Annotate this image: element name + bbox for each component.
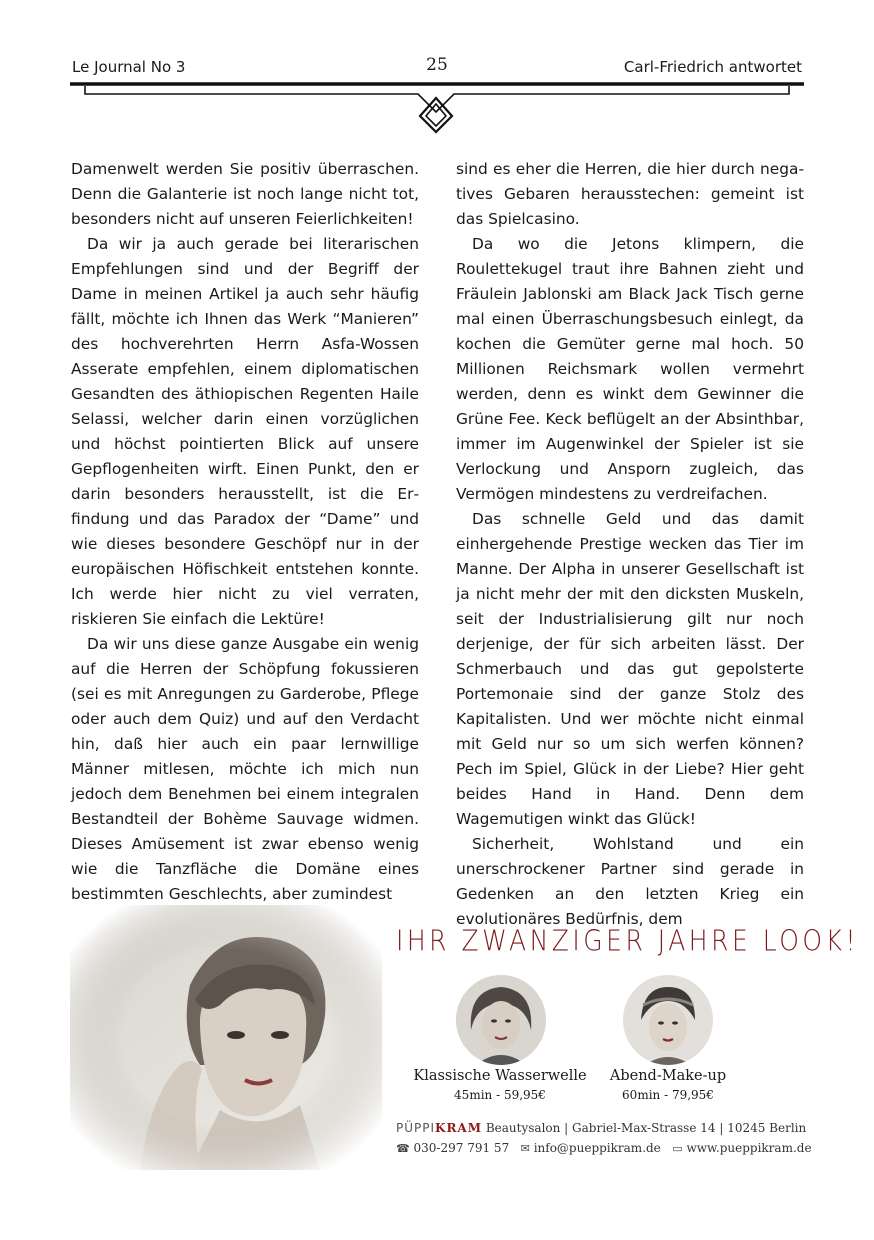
website-url: www.pueppikram.de <box>686 1141 812 1155</box>
ad-address-line <box>396 1121 806 1135</box>
paragraph: Sicherheit, Wohlstand und ein unerschrockener Partner sind gerade in Gedenken an den letzten Krieg ein evolutionäres Bedürfnis, dem <box>456 835 804 928</box>
article-column-left <box>71 157 419 907</box>
ad-headline: IHR ZWANZIGER JAHRE LOOK! <box>396 924 860 958</box>
service-photo-wasserwelle <box>456 975 546 1065</box>
ad-portrait-photo <box>70 905 382 1170</box>
article-column-right <box>456 157 804 932</box>
service-name: Abend-Make-up <box>609 1068 727 1084</box>
service-photo-makeup <box>623 975 713 1065</box>
art-deco-header-ornament <box>0 78 874 138</box>
paragraph: Da wir uns diese ganze Ausgabe ein wenig auf die Herren der Schöpfung fokussieren (sei es mit Anregungen zu Garderobe, Pflege oder auch dem Quiz) und auf den Verdacht hin, daß hier auch ein paar lernwillige Männer mitlesen, möchte ich mich nun jedoch dem Benehmen bei einem integralen Bestandteil der Bohème Sauvage widmen. Dieses Amüsement ist zwar ebenso wenig wie die Tanzfläche die Domäne eines bestimmten Geschlechts, aber zumindest <box>71 635 419 903</box>
service-name: Klassische Wasserwelle <box>413 1068 587 1084</box>
phone-icon: ☎ <box>396 1142 410 1155</box>
paragraph: sind es eher die Herren, die hier durch negatives Gebaren herausstechen: gemeint ist das Spielcasino. <box>456 160 804 228</box>
paragraph: Da wir ja auch gerade bei literarischen Empfehlungen sind und der Begriff der Dame in meinen Artikel ja auch sehr häufig fällt, möchte ich Ihnen das Werk “Manieren” des hochverehrten Herrn Asfa-Wossen Asserate empfehlen, einem diplomatischen Gesandten des äthiopischen Regenten Haile Selassi, welcher darin einen vorzüglichen und höchst pointierten Blick auf unsere Gepflogenheiten wirft. Einen Punkt, den er darin besonders herausstellt, ist die Erfindung und das Paradox der “Dame” und wie dieses besondere Geschöpf nur in der europäischen Höfischkeit entstehen konnte. Ich werde hier nicht zu viel verraten, riskieren Sie einfach die Lektüre! <box>71 235 419 628</box>
mail-icon: ✉ <box>520 1142 530 1155</box>
computer-icon: ▭ <box>672 1142 683 1155</box>
paragraph: Da wo die Jetons klimpern, die Roulettekugel traut ihre Bahnen zieht und Fräulein Jablonski am Black Jack Tisch gerne mal einen Überraschungsbesuch einlegt, da kochen die Gemüter gerne mal hoch. 50 Millionen Reichsmark wollen vermehrt werden, denn es winkt dem Gewinner die Grüne Fee. Keck beflügelt an der Absinthbar, immer im Augenwinkel der Spieler ist sie Verlockung und Ansporn zugleich, das Vermögen mindestens zu verdreifachen. <box>456 235 804 503</box>
running-header-left: Le Journal No 3 <box>72 58 186 76</box>
running-header-right: Carl-Friedrich antwortet <box>623 58 802 76</box>
email-address: info@pueppikram.de <box>533 1141 661 1155</box>
paragraph: Das schnelle Geld und das damit einhergehende Prestige wecken das Tier im Manne. Der Alpha in unserer Gesellschaft ist ja nicht mehr der mit den dicksten Muskeln, seit der Industrialisierung gilt nur noch derjenige, der für sich arbeiten lässt. Der Schmerbauch und das gut gepolsterte Portemonaie sind der ganze Stolz des Kapitalisten. Und wer möchte nicht einmal mit Geld nur so um sich werfen können? Pech im Spiel, Glück in der Liebe? Hier geht beides Hand in Hand. Denn dem Wagemutigen winkt das Glück! <box>456 510 804 828</box>
brand-name-part2: KRAM <box>435 1121 483 1135</box>
page-number: 25 <box>426 55 448 75</box>
paragraph: Damenwelt werden Sie positiv überraschen. Denn die Galanterie ist noch lange nicht tot, besonders nicht auf unseren Feierlichkeiten! <box>71 160 419 228</box>
ad-contact-line <box>396 1141 812 1155</box>
service-price: 45min - 59,95€ <box>454 1088 546 1102</box>
service-price: 60min - 79,95€ <box>622 1088 714 1102</box>
brand-name-part1: PÜPPI <box>396 1121 436 1135</box>
phone-number: 030-297 791 57 <box>413 1141 510 1155</box>
salon-address: Beautysalon | Gabriel-Max-Strasse 14 | 10245 Berlin <box>485 1121 807 1135</box>
